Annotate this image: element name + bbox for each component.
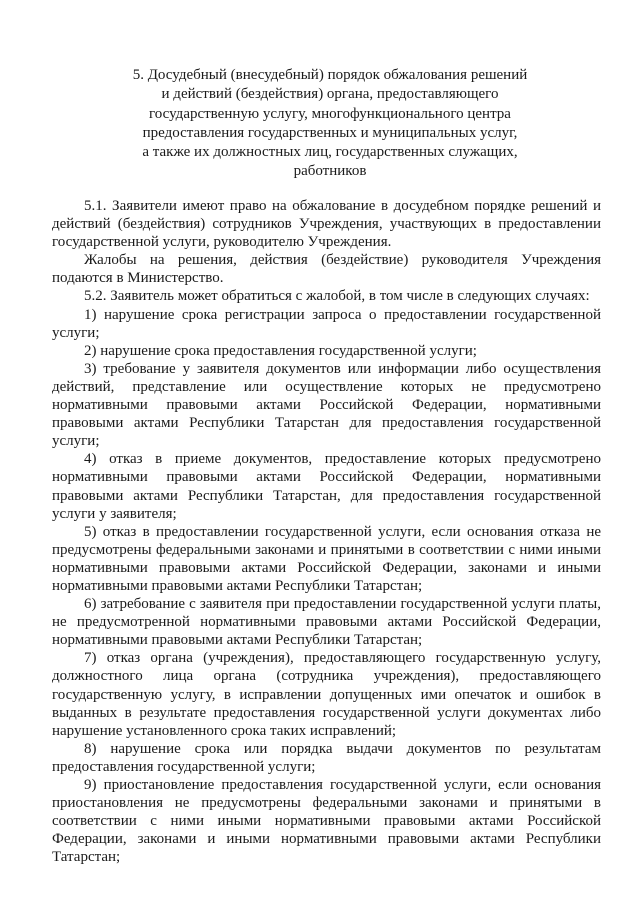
heading-line: предоставления государственных и муниципальных услуг, xyxy=(142,124,518,141)
list-item-5: 5) отказ в предоставлении государственной услуги, если основания отказа не предусмотрены федеральными законами и принятыми в соответствии с ними иными нормативными правовыми актами Российской Федерации, законами и иными нормативными правовыми актами Республики Татарстан; xyxy=(52,523,601,594)
list-item-6: 6) затребование с заявителя при предоставлении государственной услуги платы, не предусмотренной нормативными правовыми актами Российской Федерации, нормативными правовыми актами Республики Татарстан; xyxy=(52,596,601,649)
section-heading xyxy=(100,66,560,182)
list-item-3: 3) требование у заявителя документов или информации либо осуществления действий, представление или осуществление которых не предусмотрено нормативными правовыми актами Российской Федерации, нормативными правовыми актами Республики Татарстан для предоставления государственной услуги; xyxy=(52,360,601,450)
paragraph-5-1: 5.1. Заявители имеют право на обжалование в досудебном порядке решений и действий (бездействия) сотрудников Учреждения, участвующих в предоставлении государственной услуги, руководителю Учреждения. xyxy=(52,198,601,251)
paragraph-complaints: Жалобы на решения, действия (бездействие) руководителя Учреждения подаются в Министерство. xyxy=(52,252,601,287)
heading-line: а также их должностных лиц, государственных служащих, xyxy=(142,144,518,161)
heading-line: государственную услугу, многофункционального центра xyxy=(149,105,511,122)
list-item-8: 8) нарушение срока или порядка выдачи документов по результатам предоставления государственной услуги; xyxy=(52,740,601,775)
list-item-7: 7) отказ органа (учреждения), предоставляющего государственную услугу, должностного лица органа (сотрудника учреждения), предоставляющего государственную услугу, в исправлении допущенных ими опечаток и ошибок в выданных в результате предоставления государственной услуги документах либо нарушение установленного срока таких исправлений; xyxy=(52,650,601,739)
list-item-1: 1) нарушение срока регистрации запроса о предоставлении государственной услуги; xyxy=(52,306,601,341)
list-item-2: 2) нарушение срока предоставления государственной услуги; xyxy=(84,342,477,359)
document-body xyxy=(52,197,601,866)
paragraph-5-2: 5.2. Заявитель может обратиться с жалобой, в том числе в следующих случаях: xyxy=(84,288,590,305)
heading-line: 5. Досудебный (внесудебный) порядок обжалования решений xyxy=(132,67,528,83)
heading-line: и действий (бездействия) органа, предоставляющего xyxy=(161,86,499,103)
list-item-9: 9) приостановление предоставления государственной услуги, если основания приостановления не предусмотрены федеральными законами и принятыми в соответствии с ними иными нормативными правовыми актами Российской Федерации, законами и иными нормативными правовыми актами Республики Татарстан; xyxy=(52,777,601,866)
heading-line: работников xyxy=(293,163,367,180)
list-item-4: 4) отказ в приеме документов, предоставление которых предусмотрено нормативными правовыми актами Российской Федерации, нормативными правовыми актами Республики Татарстан, для предоставления государственной услуги у заявителя; xyxy=(52,451,601,522)
